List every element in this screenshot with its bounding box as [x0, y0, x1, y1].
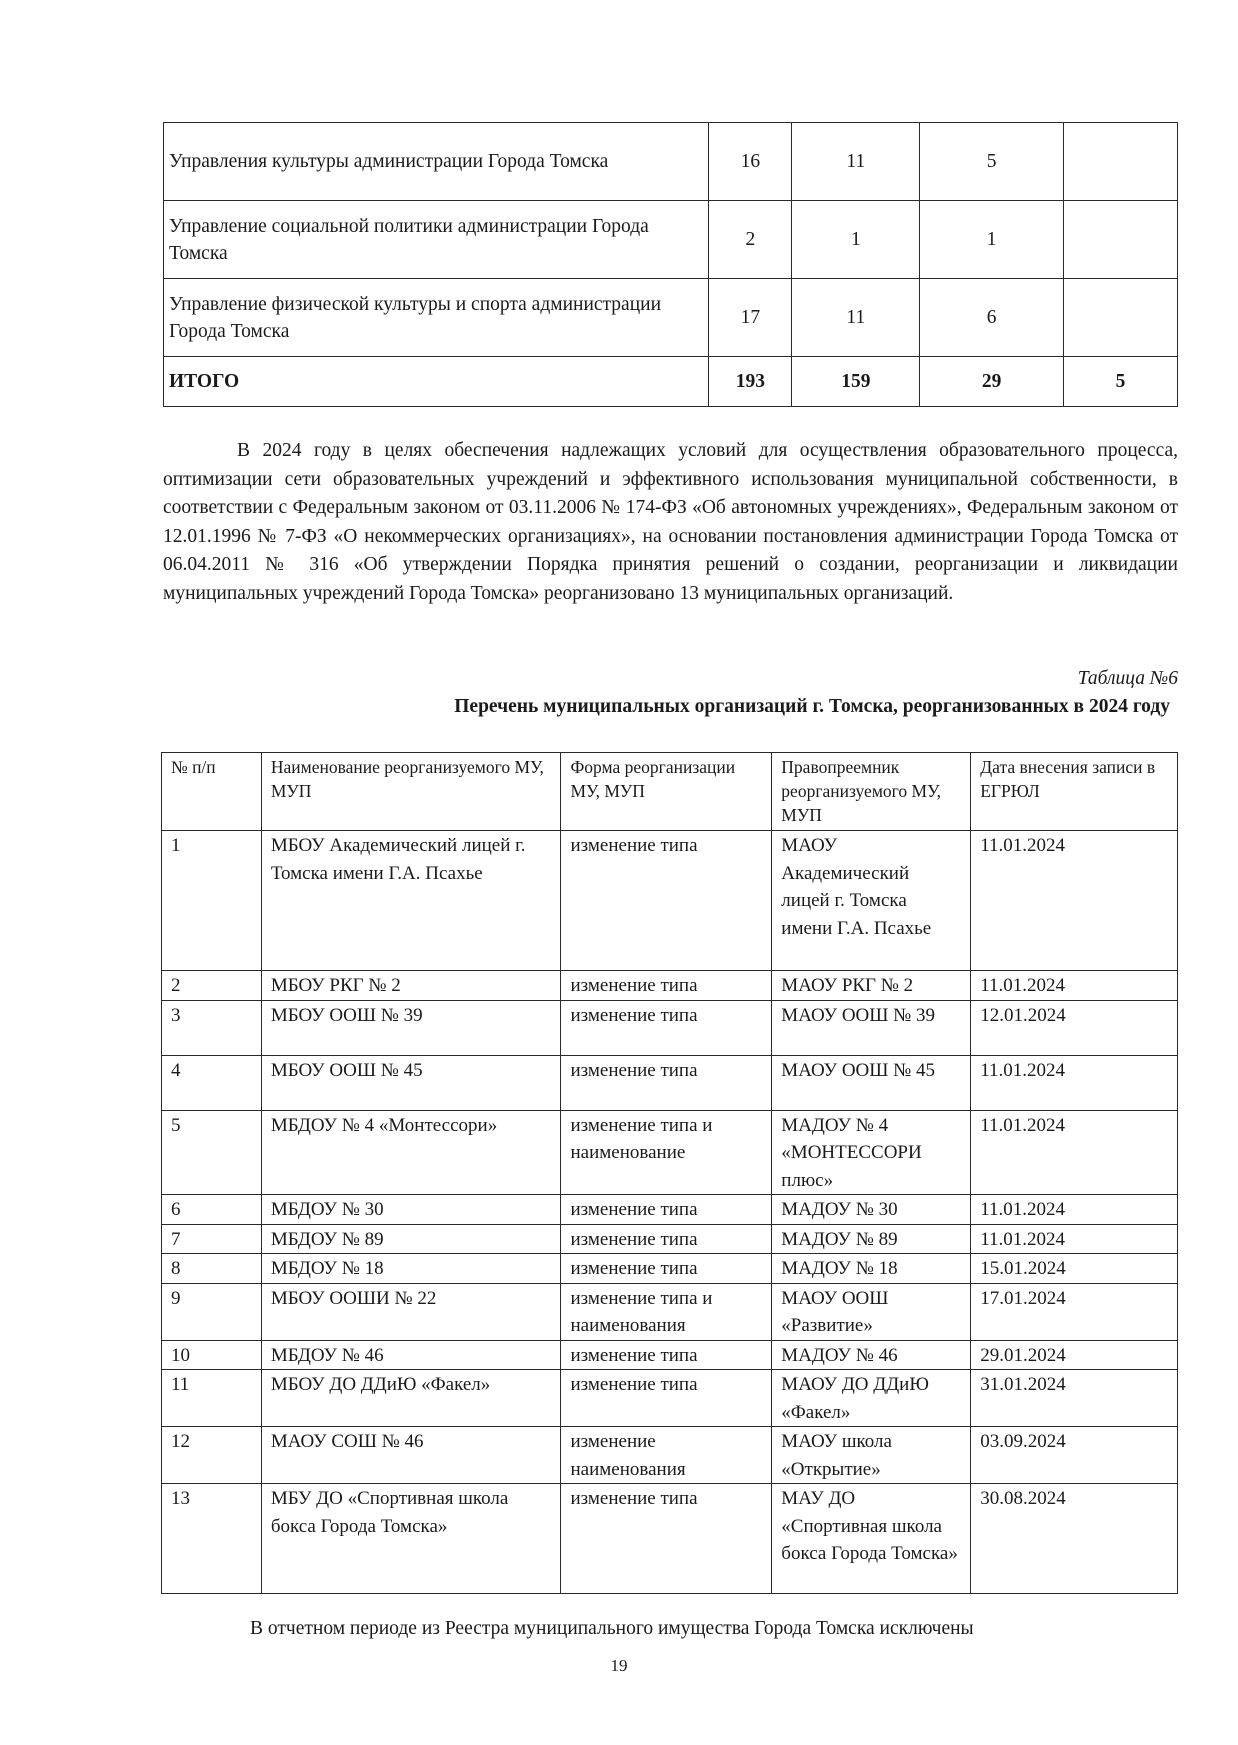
- egrul-date: 30.08.2024: [971, 1484, 1178, 1594]
- org-name: МБДОУ № 89: [261, 1224, 561, 1254]
- closing-paragraph: В отчетном периоде из Реестра муниципального имущества Города Томска исключены: [250, 1618, 974, 1639]
- reorg-form: изменение типа: [561, 971, 772, 1001]
- table-row: [162, 1110, 1178, 1195]
- egrul-date: 17.01.2024: [971, 1283, 1178, 1340]
- row-number: 6: [162, 1195, 262, 1225]
- reorg-form: изменение типа: [561, 1254, 772, 1284]
- header-name: Наименование реорганизуемого МУ, МУП: [261, 753, 561, 831]
- body-paragraph: В 2024 году в целях обеспечения надлежащих условий для осуществления образовательного процесса, оптимизации сети образовательных учреждений и эффективного использования муниципальной собственности, в соответствии с Федеральным законом от 03.11.2006 № 174-ФЗ «Об автономных учреждениях», Федеральным законом от 12.01.1996 № 7-ФЗ «О некоммерческих организациях», на основании постановления администрации Города Томска от 06.04.2011 № 316 «Об утверждении Порядка принятия решений о создании, реорганизации и ликвидации муниципальных учреждений Города Томска» реорганизовано 13 муниципальных организаций.: [163, 440, 1178, 604]
- reorg-form: изменение типа: [561, 1055, 772, 1110]
- table-row: [162, 1195, 1178, 1225]
- table-row: [162, 971, 1178, 1001]
- row-number: 3: [162, 1000, 262, 1055]
- successor: МАДОУ № 89: [772, 1224, 971, 1254]
- org-name: МБДОУ № 46: [261, 1340, 561, 1370]
- egrul-date: 11.01.2024: [971, 831, 1178, 971]
- reorg-form: изменение типа: [561, 1370, 772, 1427]
- reorg-form: изменение типа и наименование: [561, 1110, 772, 1195]
- egrul-date: 11.01.2024: [971, 1195, 1178, 1225]
- table-row: [162, 1224, 1178, 1254]
- table-row: [162, 831, 1178, 971]
- reorg-form: изменение типа: [561, 1000, 772, 1055]
- successor: МАДОУ № 4 «МОНТЕССОРИ плюс»: [772, 1110, 971, 1195]
- count-cell: 1: [792, 201, 920, 279]
- org-name: МБДОУ № 30: [261, 1195, 561, 1225]
- row-number: 9: [162, 1283, 262, 1340]
- org-name: МБУ ДО «Спортивная школа бокса Города Томска»: [261, 1484, 561, 1594]
- successor: МАДОУ № 18: [772, 1254, 971, 1284]
- reorg-form: изменение типа: [561, 1484, 772, 1594]
- successor: МАДОУ № 46: [772, 1340, 971, 1370]
- egrul-date: 11.01.2024: [971, 1224, 1178, 1254]
- header-date: Дата внесения записи в ЕГРЮЛ: [971, 753, 1178, 831]
- row-number: 4: [162, 1055, 262, 1110]
- count-cell: 11: [792, 279, 920, 357]
- count-cell: 17: [709, 279, 792, 357]
- count-cell: [1064, 279, 1178, 357]
- org-name: МБДОУ № 18: [261, 1254, 561, 1284]
- egrul-date: 11.01.2024: [971, 1055, 1178, 1110]
- org-name: МБОУ Академический лицей г. Томска имени Г.А. Псахье: [261, 831, 561, 971]
- table-row: [162, 1340, 1178, 1370]
- row-number: 8: [162, 1254, 262, 1284]
- dept-name: Управления культуры администрации Города Томска: [164, 123, 709, 201]
- table-row: [164, 123, 1178, 201]
- count-cell: 16: [709, 123, 792, 201]
- reorg-form: изменение типа: [561, 1224, 772, 1254]
- table-row: [162, 1370, 1178, 1427]
- total-cell: 159: [792, 357, 920, 407]
- egrul-date: 11.01.2024: [971, 971, 1178, 1001]
- count-cell: [1064, 123, 1178, 201]
- count-cell: 5: [920, 123, 1064, 201]
- egrul-date: 11.01.2024: [971, 1110, 1178, 1195]
- row-number: 7: [162, 1224, 262, 1254]
- row-number: 5: [162, 1110, 262, 1195]
- reorg-form: изменение типа: [561, 1195, 772, 1225]
- header-form: Форма реорганизации МУ, МУП: [561, 753, 772, 831]
- egrul-date: 31.01.2024: [971, 1370, 1178, 1427]
- dept-name: Управление социальной политики администрации Города Томска: [164, 201, 709, 279]
- egrul-date: 29.01.2024: [971, 1340, 1178, 1370]
- table-row: [162, 1000, 1178, 1055]
- successor: МАОУ ООШ № 39: [772, 1000, 971, 1055]
- table-row: [162, 1484, 1178, 1594]
- row-number: 13: [162, 1484, 262, 1594]
- total-label: ИТОГО: [164, 357, 709, 407]
- successor: МАОУ ДО ДДиЮ «Факел»: [772, 1370, 971, 1427]
- egrul-date: 03.09.2024: [971, 1427, 1178, 1484]
- count-cell: 6: [920, 279, 1064, 357]
- egrul-date: 12.01.2024: [971, 1000, 1178, 1055]
- table-row: [162, 1427, 1178, 1484]
- egrul-date: 15.01.2024: [971, 1254, 1178, 1284]
- successor: МАОУ ООШ «Развитие»: [772, 1283, 971, 1340]
- total-cell: 193: [709, 357, 792, 407]
- org-name: МБДОУ № 4 «Монтессори»: [261, 1110, 561, 1195]
- org-name: МБОУ ООШ № 39: [261, 1000, 561, 1055]
- dept-name: Управление физической культуры и спорта администрации Города Томска: [164, 279, 709, 357]
- successor: МАОУ школа «Открытие»: [772, 1427, 971, 1484]
- successor: МАОУ ООШ № 45: [772, 1055, 971, 1110]
- total-row: [164, 357, 1178, 407]
- header-row: [162, 753, 1178, 831]
- successor: МАОУ Академический лицей г. Томска имени Г.А. Псахье: [772, 831, 971, 971]
- org-name: МАОУ СОШ № 46: [261, 1427, 561, 1484]
- header-number: № п/п: [162, 753, 262, 831]
- row-number: 1: [162, 831, 262, 971]
- reorg-form: изменение типа: [561, 1340, 772, 1370]
- header-successor: Правопреемник реорганизуемого МУ, МУП: [772, 753, 971, 831]
- summary-table-continuation: [163, 122, 1178, 407]
- total-cell: 5: [1064, 357, 1178, 407]
- row-number: 12: [162, 1427, 262, 1484]
- count-cell: 11: [792, 123, 920, 201]
- row-number: 10: [162, 1340, 262, 1370]
- reorg-form: изменение типа: [561, 831, 772, 971]
- page-number: 19: [610, 1656, 628, 1675]
- successor: МАОУ РКГ № 2: [772, 971, 971, 1001]
- reorg-form: изменение типа и наименования: [561, 1283, 772, 1340]
- row-number: 11: [162, 1370, 262, 1427]
- table-row: [162, 1055, 1178, 1110]
- table-title: Перечень муниципальных организаций г. Томска, реорганизованных в 2024 году: [454, 696, 1170, 717]
- reorganization-table: [161, 752, 1178, 1594]
- org-name: МБОУ РКГ № 2: [261, 971, 561, 1001]
- table-row: [162, 1283, 1178, 1340]
- table-row: [164, 279, 1178, 357]
- table-caption: Таблица №6: [1077, 668, 1178, 689]
- org-name: МБОУ ООШ № 45: [261, 1055, 561, 1110]
- table-row: [164, 201, 1178, 279]
- reorg-form: изменение наименования: [561, 1427, 772, 1484]
- total-cell: 29: [920, 357, 1064, 407]
- row-number: 2: [162, 971, 262, 1001]
- org-name: МБОУ ООШИ № 22: [261, 1283, 561, 1340]
- successor: МАДОУ № 30: [772, 1195, 971, 1225]
- successor: МАУ ДО «Спортивная школа бокса Города Томска»: [772, 1484, 971, 1594]
- count-cell: [1064, 201, 1178, 279]
- count-cell: 2: [709, 201, 792, 279]
- org-name: МБОУ ДО ДДиЮ «Факел»: [261, 1370, 561, 1427]
- count-cell: 1: [920, 201, 1064, 279]
- table-row: [162, 1254, 1178, 1284]
